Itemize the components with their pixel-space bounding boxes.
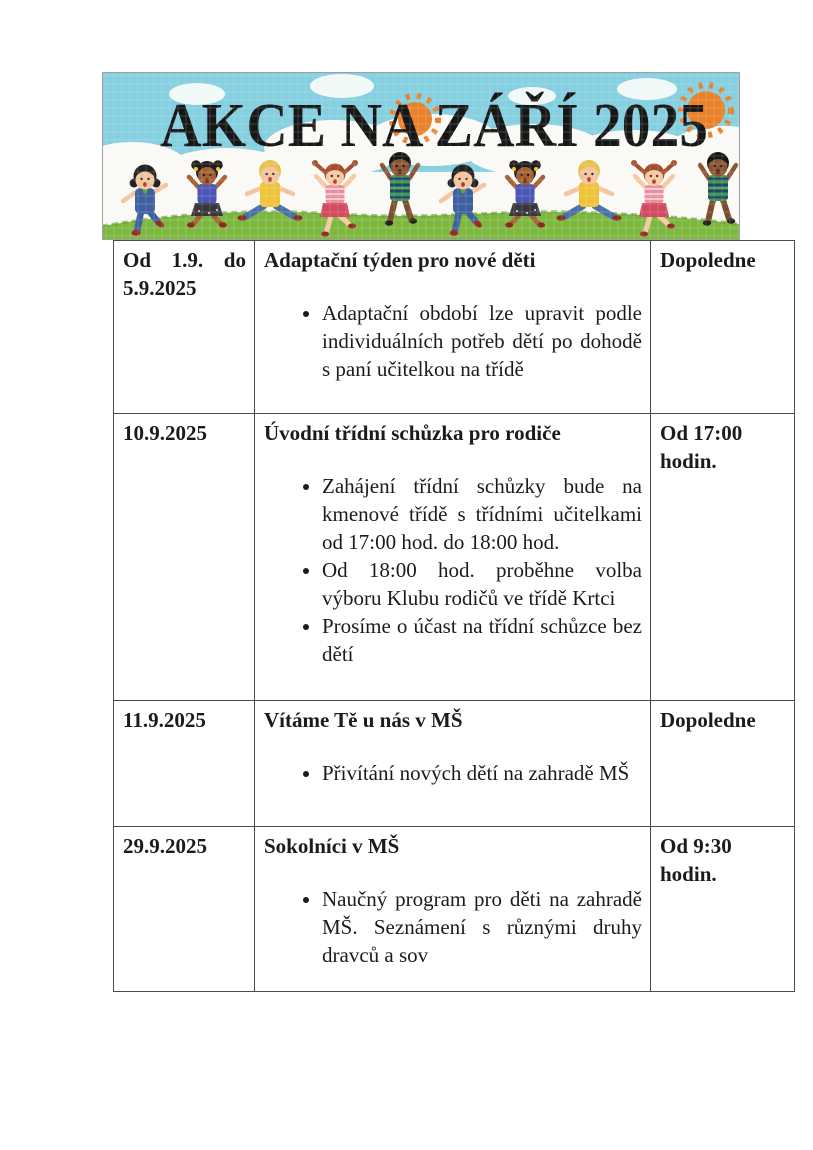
- event-description-cell: [255, 241, 651, 414]
- banner-image: [102, 72, 740, 240]
- event-bullets: [264, 759, 642, 787]
- event-description-cell: [255, 701, 651, 827]
- bullet-item: • Naučný program pro děti na zahradě MŠ. Seznámení s různými druhy dravců a sov: [322, 885, 642, 969]
- table-row: [114, 827, 795, 992]
- event-time: Od 17:00 hodin.: [651, 414, 795, 701]
- event-time: Dopoledne: [651, 701, 795, 827]
- bullet-item: • Od 18:00 hod. proběhne volba výboru Klubu rodičů ve třídě Krtci: [322, 556, 642, 612]
- event-date: Od 1.9. do 5.9.2025: [114, 241, 255, 414]
- event-description-cell: [255, 827, 651, 992]
- event-description-cell: [255, 414, 651, 701]
- events-table: [113, 240, 795, 992]
- bullet-item: • Adaptační období lze upravit podle individuálních potřeb dětí po dohodě s paní učitelkou na třídě: [322, 299, 642, 383]
- banner-illustration: [102, 72, 740, 240]
- event-bullets: [264, 299, 642, 383]
- event-bullets: [264, 472, 642, 668]
- table-row: [114, 414, 795, 701]
- table-row: [114, 241, 795, 414]
- bullet-item: • Zahájení třídní schůzky bude na kmenové třídě s třídními učitelkami od 17:00 hod. do 18:00 hod.: [322, 472, 642, 556]
- event-date: 11.9.2025: [114, 701, 255, 827]
- event-date: 29.9.2025: [114, 827, 255, 992]
- event-date: 10.9.2025: [114, 414, 255, 701]
- event-title: Vítáme Tě u nás v MŠ: [264, 708, 463, 732]
- event-time: Dopoledne: [651, 241, 795, 414]
- event-bullets: [264, 885, 642, 969]
- canvas-texture: [102, 72, 740, 240]
- event-time: Od 9:30 hodin.: [651, 827, 795, 992]
- bullet-item: • Přivítání nových dětí na zahradě MŠ: [322, 759, 642, 787]
- bullet-item: • Prosíme o účast na třídní schůzce bez dětí: [322, 612, 642, 668]
- event-title: Adaptační týden pro nové děti: [264, 248, 536, 272]
- event-title: Sokolníci v MŠ: [264, 834, 400, 858]
- table-row: [114, 701, 795, 827]
- event-title: Úvodní třídní schůzka pro rodiče: [264, 421, 561, 445]
